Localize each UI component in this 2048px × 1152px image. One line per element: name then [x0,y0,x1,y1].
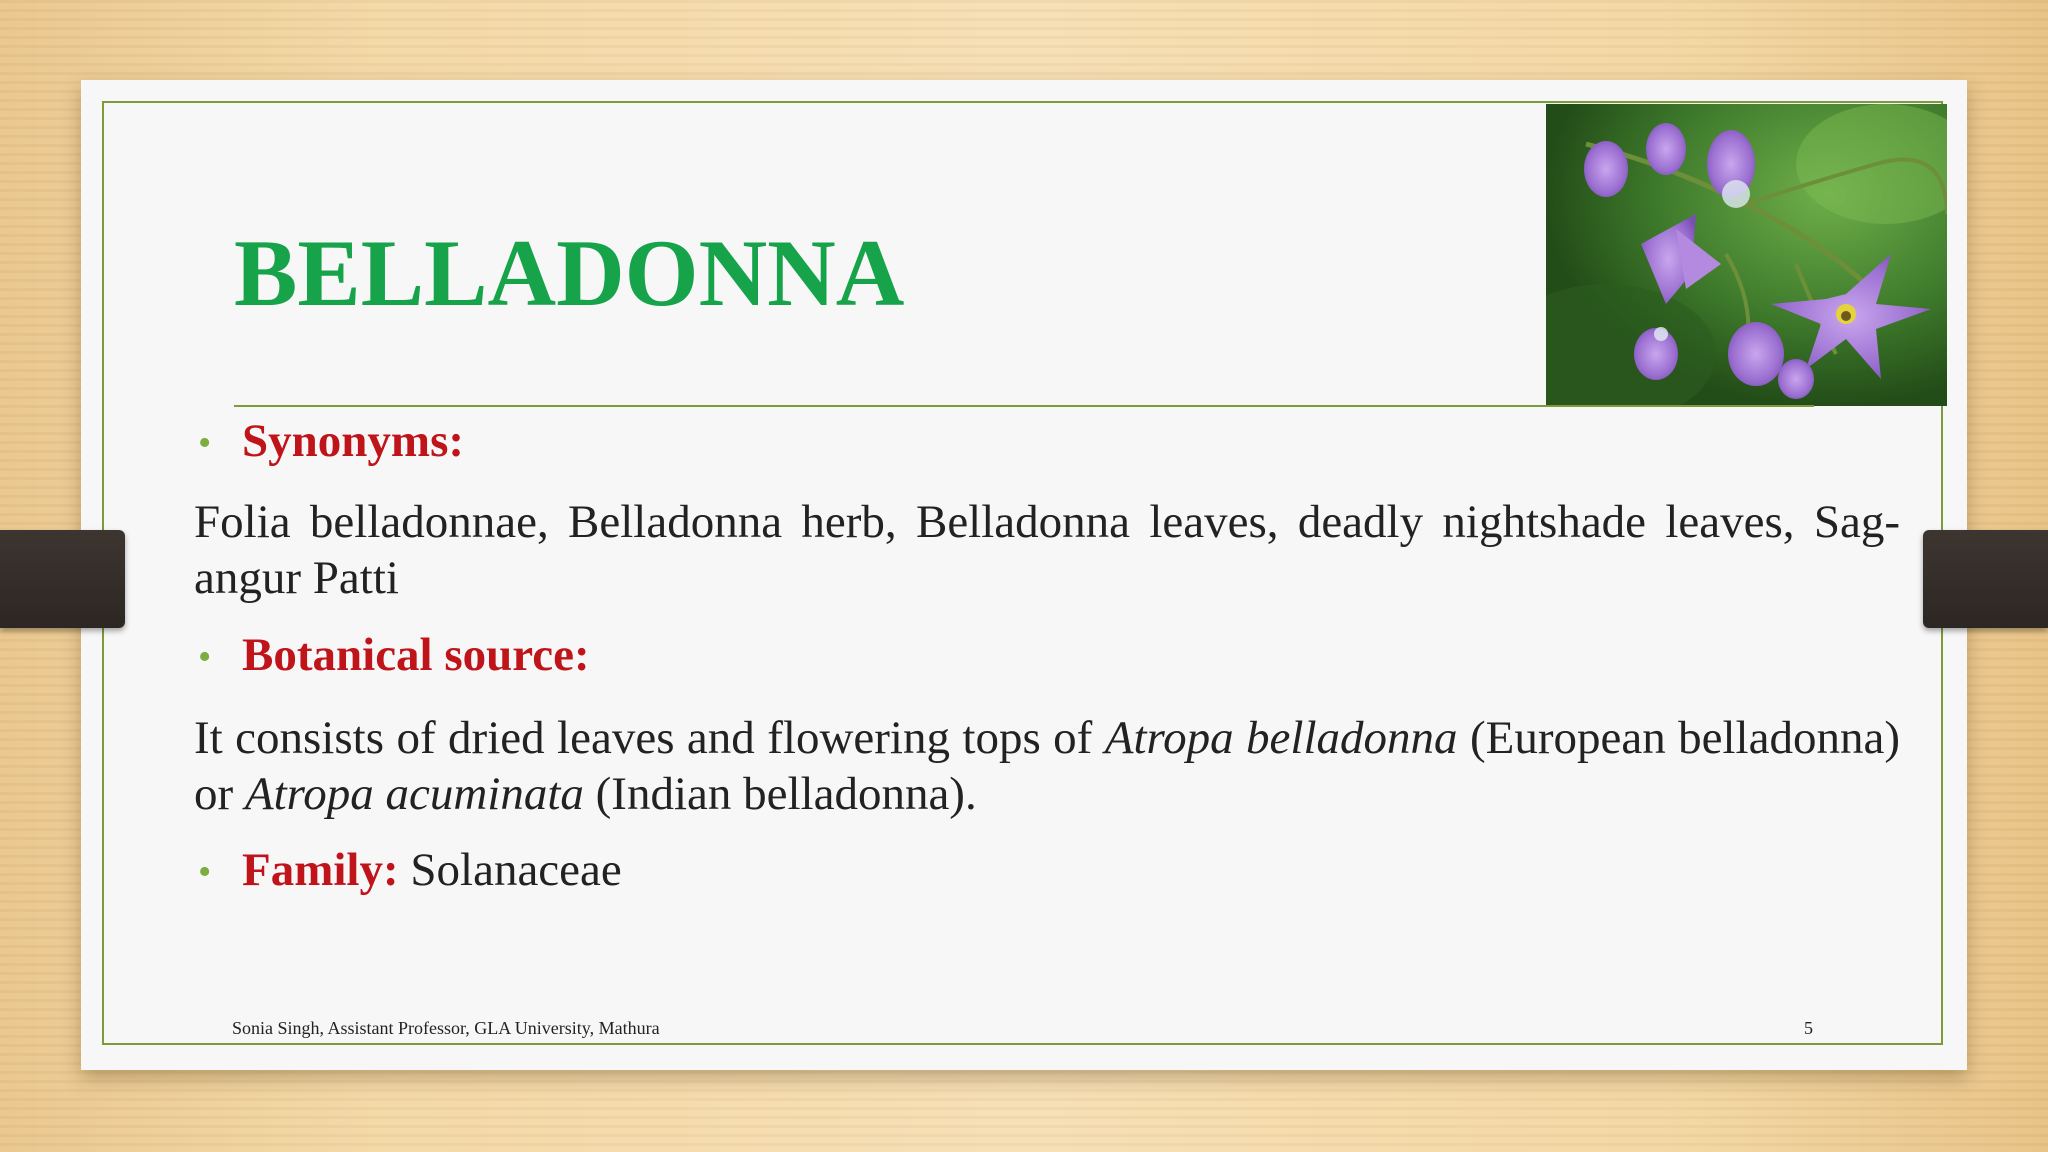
botanical-text-part: (Indian belladonna). [583,768,977,820]
page-number: 5 [1804,1018,1813,1038]
botanical-text-part: (European belladonna) or [194,712,1900,820]
bullet-icon: • [198,851,212,893]
flower-photo [1546,104,1947,406]
left-binder-clip [0,530,125,628]
family-line [242,844,622,896]
title-divider [234,405,1814,407]
bullet-icon: • [198,422,212,464]
family-value: Solanaceae [410,844,622,896]
family-heading: Family: [242,844,399,896]
botanical-source-heading: Botanical source: [242,629,590,681]
right-binder-clip [1923,530,2048,628]
synonyms-heading: Synonyms: [242,415,465,467]
botanical-source-text [194,710,1900,822]
species-name-atropa-belladonna: Atropa belladonna [1104,712,1458,764]
species-name-atropa-acuminata: Atropa acuminata [244,768,584,820]
nightshade-flower-illustration [1546,104,1947,406]
bullet-icon: • [198,636,212,678]
synonyms-text: Folia belladonnae, Belladonna herb, Belladonna leaves, deadly nightshade leaves, Sag-angur Patti [194,496,1900,604]
footer-author: Sonia Singh, Assistant Professor, GLA University, Mathura [232,1018,660,1038]
botanical-text-part: It consists of dried leaves and flowering tops of [194,712,1105,764]
slide-title: BELLADONNA [234,220,905,326]
